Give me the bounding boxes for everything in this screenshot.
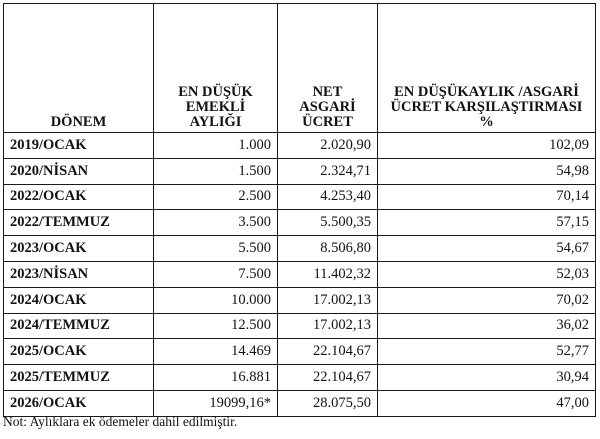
period-cell: 2025/TEMMUZ — [4, 365, 154, 391]
period-cell: 2020/NİSAN — [4, 158, 154, 184]
min-pension-cell: 5.500 — [154, 236, 278, 262]
header-net-min-wage: NET ASGARİ ÜCRET — [278, 4, 378, 133]
table-row — [4, 339, 596, 365]
header-row — [4, 4, 596, 133]
net-min-wage-cell: 2.020,90 — [278, 133, 378, 159]
net-min-wage-cell: 22.104,67 — [278, 339, 378, 365]
table-row — [4, 210, 596, 236]
min-pension-cell: 7.500 — [154, 261, 278, 287]
comparison-percent-cell: 52,03 — [378, 261, 596, 287]
comparison-percent-cell: 70,14 — [378, 184, 596, 210]
table-row — [4, 158, 596, 184]
footnote: Not: Aylıklara ek ödemeler dahil edilmiştir. — [3, 414, 238, 429]
period-cell: 2023/NİSAN — [4, 261, 154, 287]
period-cell: 2024/TEMMUZ — [4, 313, 154, 339]
comparison-percent-cell: 36,02 — [378, 313, 596, 339]
table-row — [4, 261, 596, 287]
table-row — [4, 365, 596, 391]
period-cell: 2022/TEMMUZ — [4, 210, 154, 236]
net-min-wage-cell: 8.506,80 — [278, 236, 378, 262]
header-comparison-percent: EN DÜŞÜKAYLIK /ASGARİ ÜCRET KARŞILAŞTIRMASI % — [378, 4, 596, 133]
comparison-percent-cell: 70,02 — [378, 287, 596, 313]
net-min-wage-cell: 17.002,13 — [278, 287, 378, 313]
pension-wage-table — [3, 3, 596, 417]
min-pension-cell: 2.500 — [154, 184, 278, 210]
min-pension-cell: 16.881 — [154, 365, 278, 391]
table-row — [4, 313, 596, 339]
comparison-percent-cell: 52,77 — [378, 339, 596, 365]
period-cell: 2023/OCAK — [4, 236, 154, 262]
table-row — [4, 184, 596, 210]
min-pension-cell: 12.500 — [154, 313, 278, 339]
net-min-wage-cell: 4.253,40 — [278, 184, 378, 210]
min-pension-cell: 14.469 — [154, 339, 278, 365]
net-min-wage-cell: 11.402,32 — [278, 261, 378, 287]
period-cell: 2019/OCAK — [4, 133, 154, 159]
comparison-percent-cell: 47,00 — [378, 390, 596, 416]
min-pension-cell: 1.000 — [154, 133, 278, 159]
comparison-percent-cell: 102,09 — [378, 133, 596, 159]
period-cell: 2026/OCAK — [4, 390, 154, 416]
net-min-wage-cell: 17.002,13 — [278, 313, 378, 339]
table-row — [4, 287, 596, 313]
net-min-wage-cell: 22.104,67 — [278, 365, 378, 391]
header-min-pension: EN DÜŞÜK EMEKLİ AYLIĞI — [154, 4, 278, 133]
table-row — [4, 390, 596, 416]
min-pension-cell: 1.500 — [154, 158, 278, 184]
net-min-wage-cell: 5.500,35 — [278, 210, 378, 236]
net-min-wage-cell: 28.075,50 — [278, 390, 378, 416]
comparison-percent-cell: 54,98 — [378, 158, 596, 184]
period-cell: 2024/OCAK — [4, 287, 154, 313]
header-period: DÖNEM — [4, 4, 154, 133]
min-pension-cell: 3.500 — [154, 210, 278, 236]
min-pension-cell: 10.000 — [154, 287, 278, 313]
net-min-wage-cell: 2.324,71 — [278, 158, 378, 184]
table-row — [4, 133, 596, 159]
comparison-percent-cell: 54,67 — [378, 236, 596, 262]
table-row — [4, 236, 596, 262]
period-cell: 2022/OCAK — [4, 184, 154, 210]
min-pension-cell: 19099,16* — [154, 390, 278, 416]
comparison-percent-cell: 57,15 — [378, 210, 596, 236]
period-cell: 2025/OCAK — [4, 339, 154, 365]
comparison-percent-cell: 30,94 — [378, 365, 596, 391]
